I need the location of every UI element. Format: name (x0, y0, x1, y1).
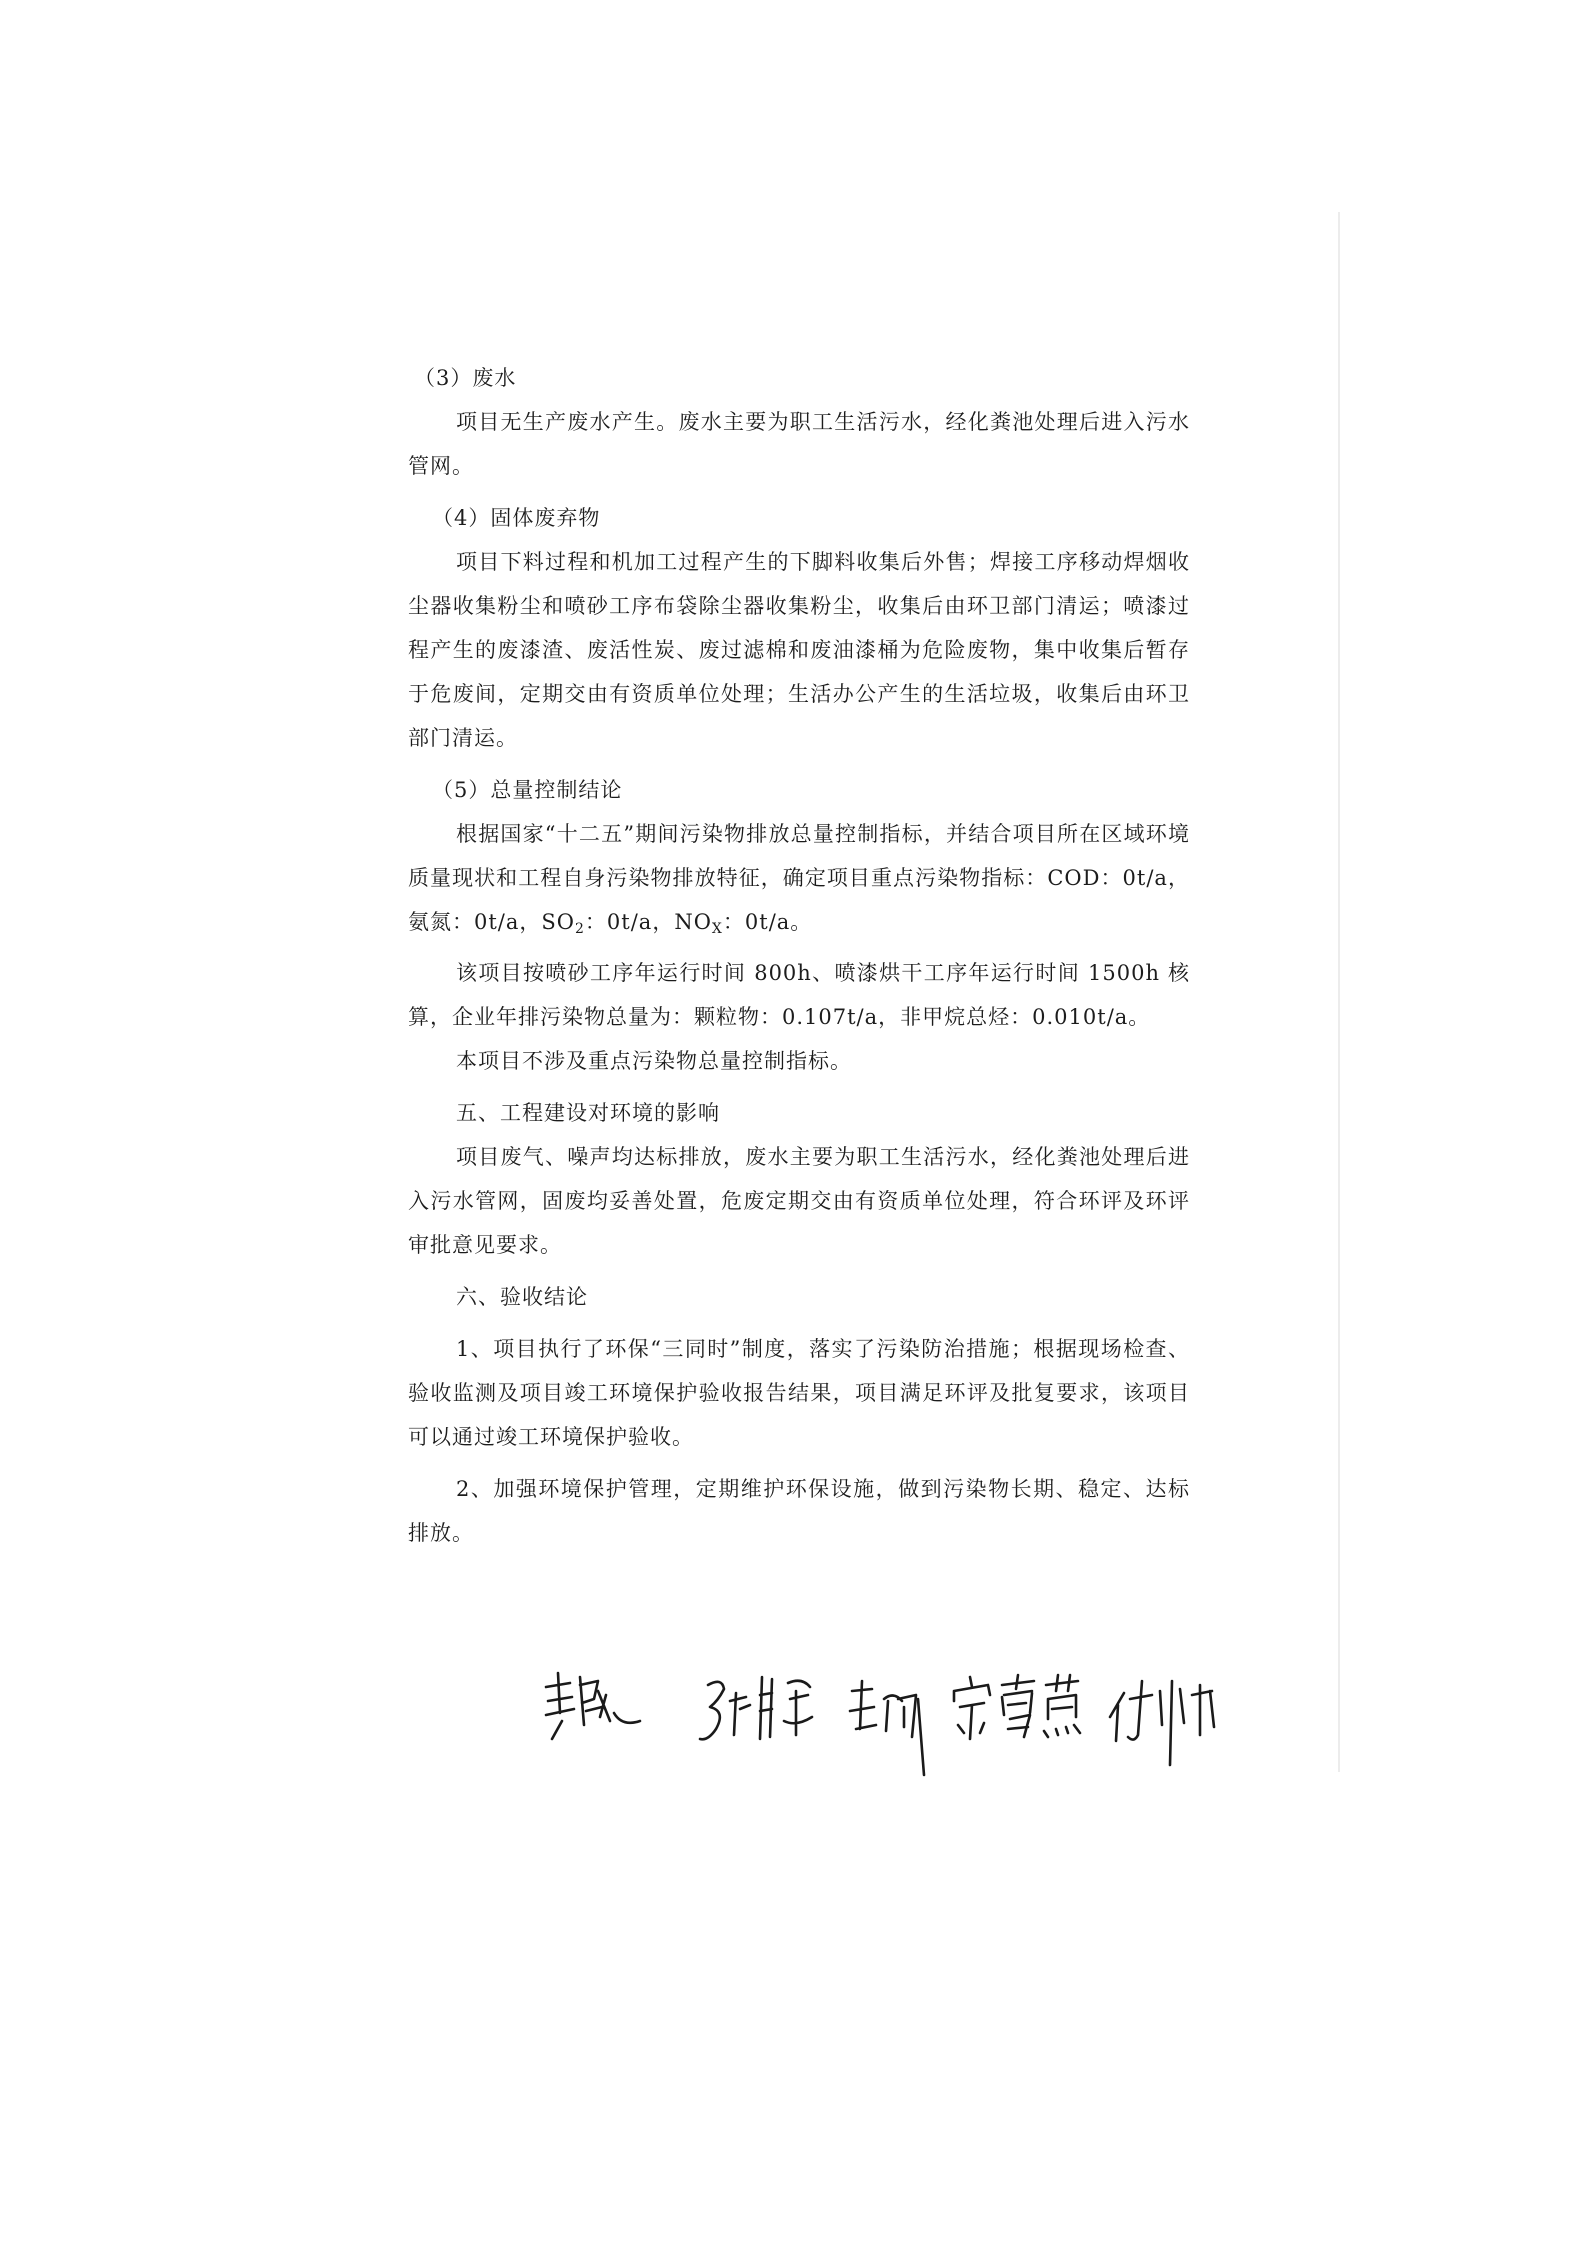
signature-1 (546, 1673, 640, 1739)
signature-4 (954, 1675, 1080, 1739)
document-body (408, 356, 1190, 1555)
paragraph-solid-waste: 项目下料过程和机加工过程产生的下脚料收集后外售；焊接工序移动焊烟收尘器收集粉尘和喷砂工序布袋除尘器收集粉尘，收集后由环卫部门清运；喷漆过程产生的废漆渣、废活性炭、废过滤棉和废油漆桶为危险废物，集中收集后暂存于危废间，定期交由有资质单位处理；生活办公产生的生活垃圾，收集后由环卫部门清运。 (408, 550, 1190, 750)
heading-wastewater: （3）废水 (414, 366, 517, 390)
handwritten-signatures (540, 1655, 1260, 1785)
signature-3 (850, 1681, 924, 1775)
heading-conclusion: 六、验收结论 (456, 1285, 588, 1309)
signature-2 (700, 1677, 812, 1739)
signature-strokes (540, 1655, 1260, 1785)
heading-solid-waste: （4）固体废弃物 (432, 506, 601, 530)
paragraph-wastewater: 项目无生产废水产生。废水主要为职工生活污水，经化粪池处理后进入污水管网。 (408, 410, 1190, 478)
paragraph-impact: 项目废气、噪声均达标排放，废水主要为职工生活污水，经化粪池处理后进入污水管网，固废均妥善处置，危废定期交由有资质单位处理，符合环评及环评审批意见要求。 (408, 1145, 1190, 1257)
signature-5 (1110, 1681, 1214, 1765)
conclusion-item-1: 1、项目执行了环保“三同时”制度，落实了污染防治措施；根据现场检查、验收监测及项目竣工环境保护验收报告结果，项目满足环评及批复要求，该项目可以通过竣工环境保护验收。 (408, 1337, 1190, 1449)
paragraph-total-control-indicators: 根据国家“十二五”期间污染物排放总量控制指标，并结合项目所在区域环境质量现状和工程自身污染物排放特征，确定项目重点污染物指标：COD：0t/a，氨氮：0t/a，$SO_2$：0t/a，$NO_X$：0t/a。 (408, 822, 1190, 937)
paragraph-total-emissions: 该项目按喷砂工序年运行时间 800h、喷漆烘干工序年运行时间 1500h 核算，企业年排污染物总量为：颗粒物：0.107t/a，非甲烷总烃：0.010t/a。 (408, 961, 1190, 1029)
paragraph-no-key-control: 本项目不涉及重点污染物总量控制指标。 (456, 1049, 852, 1073)
conclusion-item-2: 2、加强环境保护管理，定期维护环保设施，做到污染物长期、稳定、达标排放。 (408, 1477, 1190, 1545)
heading-total-control: （5）总量控制结论 (432, 778, 623, 802)
heading-impact: 五、工程建设对环境的影响 (456, 1101, 720, 1125)
scan-edge-line (1338, 212, 1340, 1772)
